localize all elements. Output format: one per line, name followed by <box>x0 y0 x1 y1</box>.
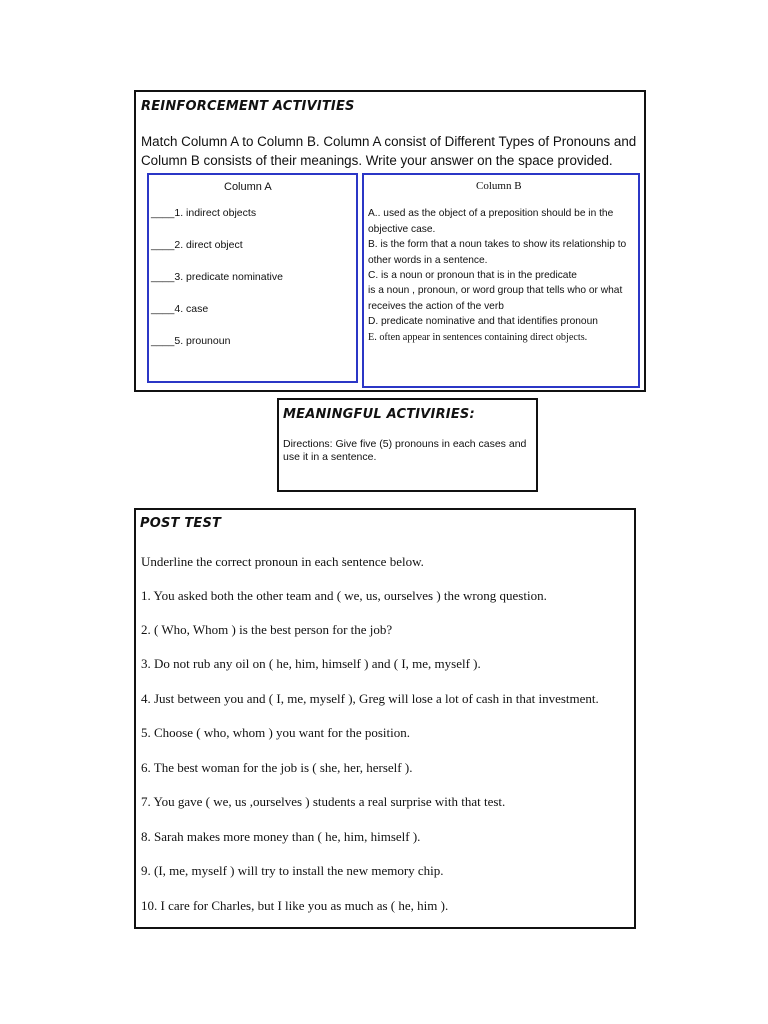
column-b-item: E. often appear in sentences containing direct objects. <box>368 332 588 343</box>
column-a-item: ____2. direct object <box>151 239 243 251</box>
column-a-box <box>147 173 358 383</box>
question-item: 3. Do not rub any oil on ( he, him, himself ) and ( I, me, myself ). <box>141 656 481 671</box>
question-item: 8. Sarah makes more money than ( he, him, himself ). <box>141 829 421 844</box>
column-b-header: Column B <box>476 180 522 192</box>
question-item: 2. ( Who, Whom ) is the best person for the job? <box>141 622 393 637</box>
question-item: 5. Choose ( who, whom ) you want for the position. <box>141 725 411 740</box>
question-item: 1. You asked both the other team and ( we, us, ourselves ) the wrong question. <box>141 588 547 603</box>
column-b-item: C. is a noun or pronoun that is in the predicate <box>368 270 577 281</box>
question-item: 6. The best woman for the job is ( she, her, herself ). <box>141 760 413 775</box>
column-b-item: is a noun , pronoun, or word group that tells who or what receives the action of the verb <box>368 285 623 312</box>
column-a-item: ____3. predicate nominative <box>151 271 283 283</box>
column-b-item: D. predicate nominative and that identifies pronoun <box>368 316 598 327</box>
column-b-box <box>362 173 640 388</box>
question-item: 9. (I, me, myself ) will try to install the new memory chip. <box>141 863 444 878</box>
column-b-item: A.. used as the object of a preposition should be in the objective case. <box>368 208 614 235</box>
question-item: 4. Just between you and ( I, me, myself ), Greg will lose a lot of cash in that investment. <box>141 691 599 706</box>
meaningful-directions: Directions: Give five (5) pronouns in each cases and use it in a sentence. <box>283 438 527 463</box>
question-item: 10. I care for Charles, but I like you as much as ( he, him ). <box>141 898 449 913</box>
reinforcement-instruction: Match Column A to Column B. Column A consist of Different Types of Pronouns and Column B consists of their meanings. Write your answer on the space provided. <box>141 134 637 168</box>
column-b-item: B. is the form that a noun takes to show its relationship to other words in a sentence. <box>368 239 627 266</box>
column-a-item: ____1. indirect objects <box>151 207 257 219</box>
meaningful-title: MEANINGFUL ACTIVIRIES: <box>283 407 475 422</box>
column-a-header: Column A <box>224 181 272 193</box>
meaningful-section <box>277 398 538 492</box>
column-a-item: ____4. case <box>151 303 209 315</box>
question-item: 7. You gave ( we, us ,ourselves ) students a real surprise with that test. <box>141 794 506 809</box>
reinforcement-title: REINFORCEMENT ACTIVITIES <box>141 99 355 114</box>
post-test-instruction: Underline the correct pronoun in each sentence below. <box>141 554 424 569</box>
column-a-item: ____5. prounoun <box>151 335 231 347</box>
reinforcement-section <box>134 90 646 392</box>
post-test-section <box>134 508 636 929</box>
post-test-title: POST TEST <box>140 516 222 531</box>
